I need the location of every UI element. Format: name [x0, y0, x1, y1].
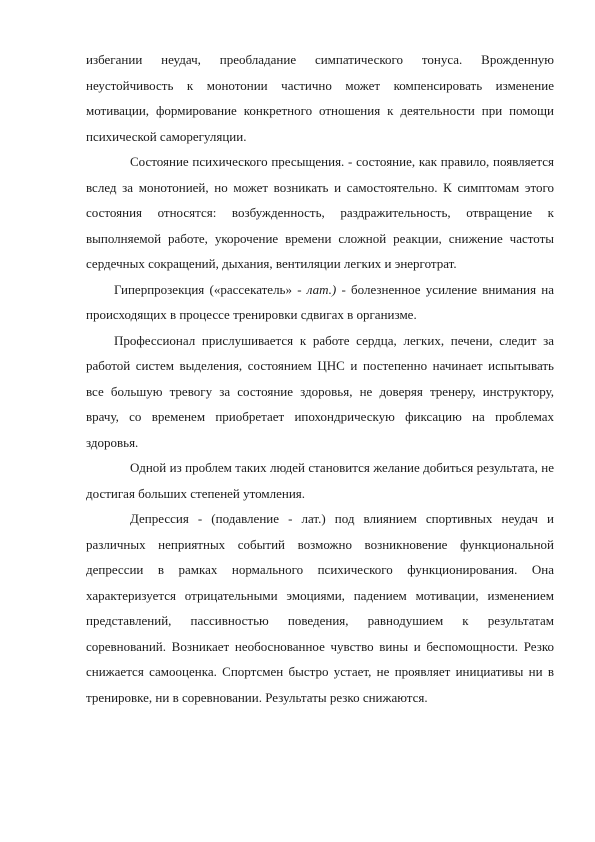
paragraph-professional: Профессионал прислушивается к работе сердца, легких, печени, следит за работой систем выделения, состоянием ЦНС и постепенно начинает испытывать все большую тревогу за состояние здоровья, не доверяя тренеру, инструктору, врачу, со временем приобретает ипохондрическую фиксацию на проблемах здоровья. — [86, 332, 554, 450]
paragraph-depression: Депрессия - (подавление - лат.) под влиянием спортивных неудач и различных неприятных событий возможно возникновение функциональной депрессии в рамках нормального психического функционирования. Она характеризуется отрицательными эмоциями, падением мотивации, изменением представлений, пассивностью поведения, равнодушием к результатам соревнований. Возникает необоснованное чувство вины и беспомощности. Резко снижается самооценка. Спортсмен быстро устает, не проявляет инициативы ни в тренировке, ни в соревновании. Результаты резко снижаются. — [86, 511, 554, 705]
document-page — [86, 47, 554, 710]
paragraph-satiation: Состояние психического пресыщения. - состояние, как правило, появляется вслед за монотонией, но может возникать и самостоятельно. К симптомам этого состояния относятся: возбужденность, раздражительность, отвращение к выполняемой работе, укорочение времени сложной реакции, снижение частоты сердечных сокращений, дыхания, вентиляции легких и энерготрат. — [86, 154, 554, 271]
paragraph-problem: Одной из проблем таких людей становится желание добиться результата, не достигая больших степеней утомления. — [86, 460, 554, 501]
hyperprosexia-text-italic: лат.) — [306, 281, 337, 297]
paragraph-monotony-continuation: избегании неудач, преобладание симпатического тонуса. Врожденную неустойчивость к монотонии частично может компенсировать изменение мотивации, формирование конкретного отношения к деятельности при помощи психической саморегуляции. — [86, 52, 554, 144]
paragraph-hyperprosexia — [86, 277, 554, 328]
hyperprosexia-text-start: Гиперпрозекция («рассекатель» - — [114, 281, 307, 297]
hyperprosexia-text-end: - болезненное усиление внимания на происходящих в процессе тренировки сдвигах в организме. — [86, 281, 554, 322]
